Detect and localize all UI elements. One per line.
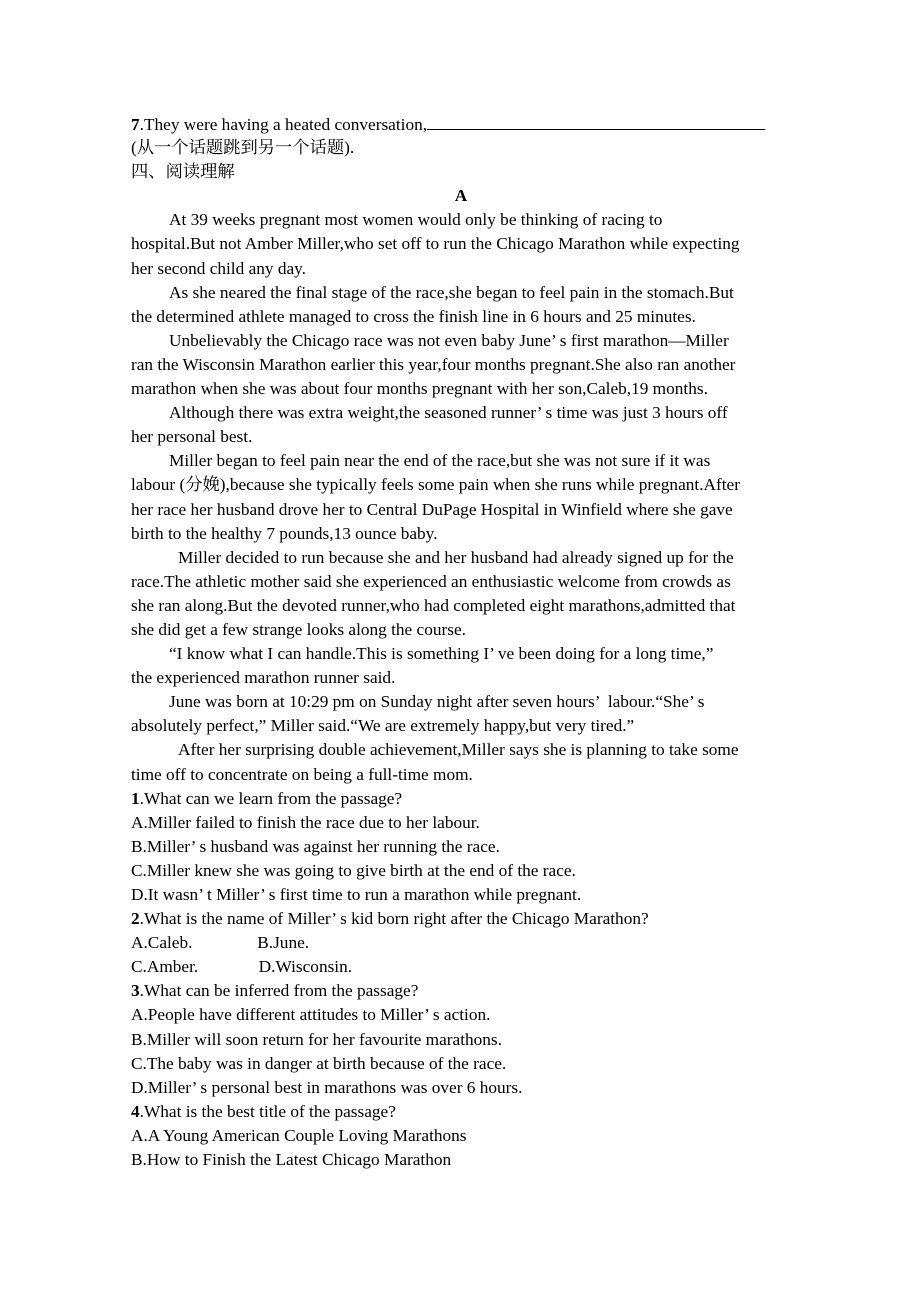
document-body xyxy=(131,112,791,1172)
text-line xyxy=(131,473,791,497)
line-text: C.Amber. D.Wisconsin. xyxy=(131,957,353,977)
text-line xyxy=(131,763,791,787)
question-line xyxy=(131,907,791,931)
line-text: B.How to Finish the Latest Chicago Marathon xyxy=(131,1150,452,1170)
line-text: June was born at 10:29 pm on Sunday night after seven hours’ labour.“She’ s xyxy=(169,692,705,712)
text-line xyxy=(131,546,791,570)
question-line xyxy=(131,1100,791,1124)
line-text: hospital.But not Amber Miller,who set off to run the Chicago Marathon while expecting xyxy=(131,234,740,254)
text-line xyxy=(131,955,791,979)
text-line xyxy=(131,835,791,859)
question-number: 2 xyxy=(131,909,140,929)
line-text: A.Caleb. B.June. xyxy=(131,933,310,953)
line-text: labour (分娩),because she typically feels some pain when she runs while pregnant.After xyxy=(131,475,740,495)
question-number: 1 xyxy=(131,788,140,808)
text-line xyxy=(131,666,791,690)
text-line xyxy=(131,594,791,618)
text-line xyxy=(131,931,791,955)
line-text: (从一个话题跳到另一个话题). xyxy=(131,138,355,158)
line-text: C.The baby was in danger at birth because of the race. xyxy=(131,1053,507,1073)
text-line xyxy=(131,257,791,281)
line-text: After her surprising double achievement,Miller says she is planning to take some xyxy=(178,740,739,760)
line-text: As she neared the final stage of the race,she began to feel pain in the stomach.But xyxy=(169,282,734,302)
line-text: time off to concentrate on being a full-time mom. xyxy=(131,764,473,784)
line-text: D.Miller’ s personal best in marathons was over 6 hours. xyxy=(131,1077,523,1097)
line-text: .They were having a heated conversation, xyxy=(139,115,428,134)
section-heading xyxy=(131,184,791,208)
text-line xyxy=(131,449,791,473)
question-line xyxy=(131,787,791,811)
answer-blank[interactable] xyxy=(427,112,765,130)
line-text: .What is the name of Miller’ s kid born right after the Chicago Marathon? xyxy=(139,909,649,929)
text-line xyxy=(131,401,791,425)
text-line xyxy=(131,570,791,594)
question-line xyxy=(131,979,791,1003)
line-text: .What can be inferred from the passage? xyxy=(139,981,419,1001)
line-text: .What is the best title of the passage? xyxy=(139,1101,396,1121)
line-text: birth to the healthy 7 pounds,13 ounce baby. xyxy=(131,523,438,543)
text-line xyxy=(131,377,791,401)
line-text: A.Miller failed to finish the race due to her labour. xyxy=(131,812,480,832)
text-line xyxy=(131,883,791,907)
text-line xyxy=(131,136,791,160)
text-line xyxy=(131,498,791,522)
line-text: Unbelievably the Chicago race was not even baby June’ s first marathon—Miller xyxy=(169,330,729,350)
text-line xyxy=(131,1124,791,1148)
line-text: D.It wasn’ t Miller’ s first time to run a marathon while pregnant. xyxy=(131,885,582,904)
line-text: her personal best. xyxy=(131,427,253,447)
text-line xyxy=(131,811,791,835)
line-text: her race her husband drove her to Central DuPage Hospital in Winfield where she gave xyxy=(131,499,733,519)
text-line xyxy=(131,160,791,184)
text-line xyxy=(131,208,791,232)
line-text: her second child any day. xyxy=(131,258,306,278)
text-line xyxy=(131,1076,791,1100)
text-line xyxy=(131,859,791,883)
question-number: 4 xyxy=(131,1101,140,1121)
line-text: .What can we learn from the passage? xyxy=(139,788,403,808)
text-line xyxy=(131,690,791,714)
text-line xyxy=(131,642,791,666)
question-line xyxy=(131,112,791,136)
text-line xyxy=(131,281,791,305)
line-text: B.Miller will soon return for her favourite marathons. xyxy=(131,1029,502,1049)
question-number: 3 xyxy=(131,981,140,1001)
text-line xyxy=(131,618,791,642)
line-text: A.A Young American Couple Loving Marathons xyxy=(131,1125,467,1145)
text-line xyxy=(131,1052,791,1076)
line-text: At 39 weeks pregnant most women would only be thinking of racing to xyxy=(169,210,663,230)
line-text: ran the Wisconsin Marathon earlier this year,four months pregnant.She also ran another xyxy=(131,354,736,374)
line-text: the determined athlete managed to cross the finish line in 6 hours and 25 minutes. xyxy=(131,306,696,326)
text-line xyxy=(131,522,791,546)
text-line xyxy=(131,1148,791,1172)
text-line xyxy=(131,305,791,329)
text-line xyxy=(131,1028,791,1052)
line-text: A xyxy=(454,186,468,206)
line-text: “I know what I can handle.This is something I’ ve been doing for a long time,” xyxy=(169,644,714,664)
line-text: C.Miller knew she was going to give birth at the end of the race. xyxy=(131,860,576,880)
text-line xyxy=(131,714,791,738)
line-text: B.Miller’ s husband was against her running the race. xyxy=(131,836,500,856)
text-line xyxy=(131,738,791,762)
line-text: 四、阅读理解 xyxy=(131,162,235,182)
line-text: Miller began to feel pain near the end of the race,but she was not sure if it was xyxy=(169,451,711,471)
line-text: she ran along.But the devoted runner,who had completed eight marathons,admitted that xyxy=(131,595,736,615)
line-text: Miller decided to run because she and her husband had already signed up for the xyxy=(178,547,734,567)
line-text: race.The athletic mother said she experienced an enthusiastic welcome from crowds as xyxy=(131,571,731,591)
text-line xyxy=(131,329,791,353)
line-text: the experienced marathon runner said. xyxy=(131,668,396,688)
question-number: 7 xyxy=(131,115,140,134)
line-text: absolutely perfect,” Miller said.“We are extremely happy,but very tired.” xyxy=(131,716,635,736)
line-text: A.People have different attitudes to Miller’ s action. xyxy=(131,1005,491,1025)
text-line xyxy=(131,425,791,449)
text-line xyxy=(131,1003,791,1027)
text-line xyxy=(131,232,791,256)
text-line xyxy=(131,353,791,377)
line-text: marathon when she was about four months pregnant with her son,Caleb,19 months. xyxy=(131,379,708,399)
line-text: she did get a few strange looks along the course. xyxy=(131,619,466,639)
line-text: Although there was extra weight,the seasoned runner’ s time was just 3 hours off xyxy=(169,403,728,423)
